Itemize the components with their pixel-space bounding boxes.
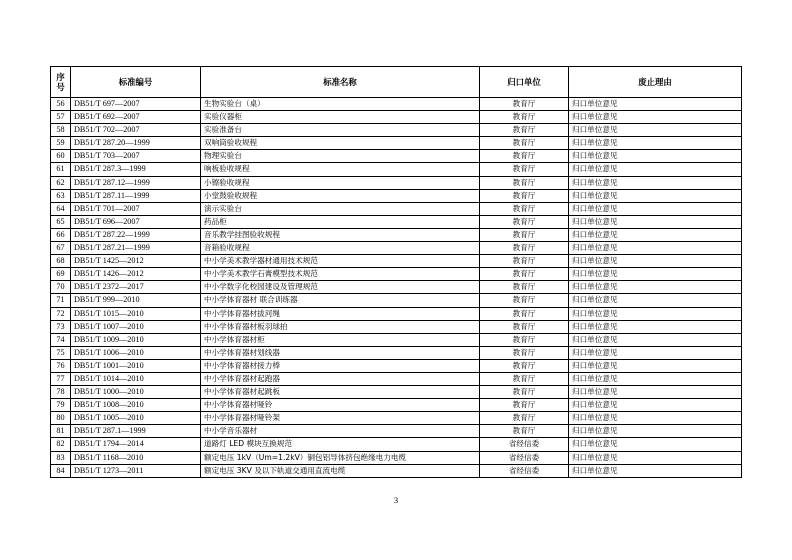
table-row <box>51 425 742 438</box>
abolish-reason-cell: 归口单位意见 <box>569 215 742 228</box>
abolish-reason-cell: 归口单位意见 <box>569 412 742 425</box>
responsible-unit-cell: 教育厅 <box>480 189 569 202</box>
page-number: 3 <box>393 495 399 505</box>
standard-name-cell: 中小学体育器材起跑器 <box>201 372 480 385</box>
table-row <box>51 176 742 189</box>
responsible-unit-cell: 教育厅 <box>480 163 569 176</box>
responsible-unit-cell: 教育厅 <box>480 425 569 438</box>
standard-name-cell: 实验仪器柜 <box>201 111 480 124</box>
standard-code-cell: DB51/T 287.3—1999 <box>71 163 201 176</box>
standard-code-cell: DB51/T 701—2007 <box>71 202 201 215</box>
standard-code-cell: DB51/T 703—2007 <box>71 150 201 163</box>
abolish-reason-cell: 归口单位意见 <box>569 202 742 215</box>
abolish-reason-cell: 归口单位意见 <box>569 307 742 320</box>
standard-name-cell: 中小学体育器材拔河绳 <box>201 307 480 320</box>
standard-name-cell: 音乐教学挂图验收规程 <box>201 228 480 241</box>
responsible-unit-cell: 教育厅 <box>480 346 569 359</box>
standard-name-cell: 音箱验收规程 <box>201 242 480 255</box>
standard-code-cell: DB51/T 2372—2017 <box>71 281 201 294</box>
serial-number-cell: 70 <box>51 281 71 294</box>
header-serial-number: 序号 <box>51 67 71 98</box>
responsible-unit-cell: 教育厅 <box>480 111 569 124</box>
standard-name-cell: 中小学体育器材哑铃架 <box>201 412 480 425</box>
table-row <box>51 399 742 412</box>
table-row <box>51 438 742 451</box>
table-header-row <box>51 67 742 98</box>
abolish-reason-cell: 归口单位意见 <box>569 333 742 346</box>
responsible-unit-cell: 省经信委 <box>480 464 569 477</box>
serial-number-cell: 56 <box>51 98 71 111</box>
standard-name-cell: 中小学音乐器材 <box>201 425 480 438</box>
abolish-reason-cell: 归口单位意见 <box>569 137 742 150</box>
serial-number-cell: 60 <box>51 150 71 163</box>
standard-code-cell: DB51/T 1794—2014 <box>71 438 201 451</box>
standard-name-cell: 物理实验台 <box>201 150 480 163</box>
abolish-reason-cell: 归口单位意见 <box>569 189 742 202</box>
table-row <box>51 412 742 425</box>
serial-number-cell: 81 <box>51 425 71 438</box>
abolish-reason-cell: 归口单位意见 <box>569 399 742 412</box>
serial-number-cell: 57 <box>51 111 71 124</box>
abolish-reason-cell: 归口单位意见 <box>569 163 742 176</box>
standard-name-cell: 中小学体育器材划线器 <box>201 346 480 359</box>
abolish-reason-cell: 归口单位意见 <box>569 372 742 385</box>
serial-number-cell: 72 <box>51 307 71 320</box>
table-row <box>51 386 742 399</box>
responsible-unit-cell: 教育厅 <box>480 281 569 294</box>
serial-number-cell: 84 <box>51 464 71 477</box>
table-row <box>51 307 742 320</box>
responsible-unit-cell: 教育厅 <box>480 176 569 189</box>
standard-name-cell: 实验准备台 <box>201 124 480 137</box>
standard-code-cell: DB51/T 287.11—1999 <box>71 189 201 202</box>
standard-code-cell: DB51/T 1006—2010 <box>71 346 201 359</box>
responsible-unit-cell: 教育厅 <box>480 359 569 372</box>
serial-number-cell: 78 <box>51 386 71 399</box>
abolish-reason-cell: 归口单位意见 <box>569 451 742 464</box>
standard-code-cell: DB51/T 1008—2010 <box>71 399 201 412</box>
standard-code-cell: DB51/T 287.20—1999 <box>71 137 201 150</box>
abolish-reason-cell: 归口单位意见 <box>569 464 742 477</box>
standards-table-container <box>50 66 742 478</box>
standard-name-cell: 生物实验台（桌） <box>201 98 480 111</box>
standard-name-cell: 中小学美术教学器材通用技术规范 <box>201 255 480 268</box>
responsible-unit-cell: 教育厅 <box>480 372 569 385</box>
table-row <box>51 189 742 202</box>
table-row <box>51 268 742 281</box>
abolish-reason-cell: 归口单位意见 <box>569 281 742 294</box>
standard-name-cell: 药品柜 <box>201 215 480 228</box>
serial-number-cell: 61 <box>51 163 71 176</box>
standard-code-cell: DB51/T 1000—2010 <box>71 386 201 399</box>
standard-name-cell: 响板验收规程 <box>201 163 480 176</box>
standard-code-cell: DB51/T 1005—2010 <box>71 412 201 425</box>
serial-number-cell: 66 <box>51 228 71 241</box>
responsible-unit-cell: 教育厅 <box>480 228 569 241</box>
standard-code-cell: DB51/T 702—2007 <box>71 124 201 137</box>
header-standard-name: 标准名称 <box>201 67 480 98</box>
standard-code-cell: DB51/T 697—2007 <box>71 98 201 111</box>
table-row <box>51 320 742 333</box>
abolish-reason-cell: 归口单位意见 <box>569 176 742 189</box>
serial-number-cell: 67 <box>51 242 71 255</box>
standard-name-cell: 道路灯 LED 模块互换规范 <box>201 438 480 451</box>
serial-number-cell: 69 <box>51 268 71 281</box>
table-row <box>51 451 742 464</box>
serial-number-cell: 64 <box>51 202 71 215</box>
standard-name-cell: 演示实验台 <box>201 202 480 215</box>
abolish-reason-cell: 归口单位意见 <box>569 150 742 163</box>
serial-number-cell: 82 <box>51 438 71 451</box>
standard-code-cell: DB51/T 287.22—1999 <box>71 228 201 241</box>
standard-name-cell: 额定电压 3KV 及以下轨道交通用直流电缆 <box>201 464 480 477</box>
standard-code-cell: DB51/T 287.12—1999 <box>71 176 201 189</box>
serial-number-cell: 73 <box>51 320 71 333</box>
standard-name-cell: 中小学体育器材起跳板 <box>201 386 480 399</box>
responsible-unit-cell: 教育厅 <box>480 412 569 425</box>
table-row <box>51 124 742 137</box>
table-row <box>51 281 742 294</box>
standard-name-cell: 中小学体育器材板羽球拍 <box>201 320 480 333</box>
responsible-unit-cell: 教育厅 <box>480 202 569 215</box>
serial-number-cell: 71 <box>51 294 71 307</box>
table-row <box>51 111 742 124</box>
standard-code-cell: DB51/T 999—2010 <box>71 294 201 307</box>
standard-name-cell: 中小学数字化校园建设及管理规范 <box>201 281 480 294</box>
serial-number-cell: 59 <box>51 137 71 150</box>
standard-name-cell: 中小学美术教学石膏模型技术规范 <box>201 268 480 281</box>
table-row <box>51 163 742 176</box>
standard-code-cell: DB51/T 1014—2010 <box>71 372 201 385</box>
serial-number-cell: 76 <box>51 359 71 372</box>
serial-number-cell: 74 <box>51 333 71 346</box>
standard-name-cell: 双响筒验收规程 <box>201 137 480 150</box>
standard-code-cell: DB51/T 287.1—1999 <box>71 425 201 438</box>
responsible-unit-cell: 教育厅 <box>480 320 569 333</box>
responsible-unit-cell: 教育厅 <box>480 268 569 281</box>
abolish-reason-cell: 归口单位意见 <box>569 294 742 307</box>
abolish-reason-cell: 归口单位意见 <box>569 255 742 268</box>
standard-code-cell: DB51/T 1001—2010 <box>71 359 201 372</box>
table-body <box>51 98 742 478</box>
table-row <box>51 372 742 385</box>
table-row <box>51 464 742 477</box>
abolished-standards-table <box>50 66 742 478</box>
serial-number-cell: 63 <box>51 189 71 202</box>
serial-number-cell: 79 <box>51 399 71 412</box>
standard-code-cell: DB51/T 1007—2010 <box>71 320 201 333</box>
table-row <box>51 255 742 268</box>
standard-code-cell: DB51/T 692—2007 <box>71 111 201 124</box>
header-standard-code: 标准编号 <box>71 67 201 98</box>
table-row <box>51 215 742 228</box>
serial-number-cell: 62 <box>51 176 71 189</box>
abolish-reason-cell: 归口单位意见 <box>569 386 742 399</box>
standard-name-cell: 额定电压 1kV（Um=1.2kV）铜包铝导体挤包绝缘电力电缆 <box>201 451 480 464</box>
standard-code-cell: DB51/T 1009—2010 <box>71 333 201 346</box>
responsible-unit-cell: 教育厅 <box>480 307 569 320</box>
responsible-unit-cell: 教育厅 <box>480 294 569 307</box>
responsible-unit-cell: 教育厅 <box>480 215 569 228</box>
standard-code-cell: DB51/T 1425—2012 <box>71 255 201 268</box>
serial-number-cell: 65 <box>51 215 71 228</box>
standard-code-cell: DB51/T 696—2007 <box>71 215 201 228</box>
abolish-reason-cell: 归口单位意见 <box>569 124 742 137</box>
table-row <box>51 150 742 163</box>
standard-name-cell: 中小学体育器材柜 <box>201 333 480 346</box>
serial-number-cell: 68 <box>51 255 71 268</box>
table-row <box>51 242 742 255</box>
abolish-reason-cell: 归口单位意见 <box>569 359 742 372</box>
responsible-unit-cell: 教育厅 <box>480 386 569 399</box>
responsible-unit-cell: 教育厅 <box>480 242 569 255</box>
serial-number-cell: 58 <box>51 124 71 137</box>
responsible-unit-cell: 教育厅 <box>480 333 569 346</box>
responsible-unit-cell: 省经信委 <box>480 451 569 464</box>
serial-number-cell: 83 <box>51 451 71 464</box>
standard-name-cell: 中小学体育器材哑铃 <box>201 399 480 412</box>
table-row <box>51 98 742 111</box>
responsible-unit-cell: 教育厅 <box>480 399 569 412</box>
abolish-reason-cell: 归口单位意见 <box>569 242 742 255</box>
standard-code-cell: DB51/T 1168—2010 <box>71 451 201 464</box>
table-row <box>51 202 742 215</box>
header-abolish-reason: 废止理由 <box>569 67 742 98</box>
responsible-unit-cell: 教育厅 <box>480 98 569 111</box>
abolish-reason-cell: 归口单位意见 <box>569 228 742 241</box>
abolish-reason-cell: 归口单位意见 <box>569 320 742 333</box>
standard-code-cell: DB51/T 1426—2012 <box>71 268 201 281</box>
standard-name-cell: 中小学体育器材 联合训练器 <box>201 294 480 307</box>
header-responsible-unit: 归口单位 <box>480 67 569 98</box>
abolish-reason-cell: 归口单位意见 <box>569 268 742 281</box>
table-row <box>51 346 742 359</box>
abolish-reason-cell: 归口单位意见 <box>569 111 742 124</box>
serial-number-cell: 77 <box>51 372 71 385</box>
serial-number-cell: 80 <box>51 412 71 425</box>
serial-number-cell: 75 <box>51 346 71 359</box>
abolish-reason-cell: 归口单位意见 <box>569 98 742 111</box>
standard-code-cell: DB51/T 1273—2011 <box>71 464 201 477</box>
table-row <box>51 333 742 346</box>
standard-code-cell: DB51/T 287.21—1999 <box>71 242 201 255</box>
table-row <box>51 228 742 241</box>
standard-name-cell: 中小学体育器材接力棒 <box>201 359 480 372</box>
standard-name-cell: 小镲验收规程 <box>201 176 480 189</box>
standard-name-cell: 小堂鼓验收规程 <box>201 189 480 202</box>
responsible-unit-cell: 教育厅 <box>480 150 569 163</box>
table-row <box>51 137 742 150</box>
standard-code-cell: DB51/T 1015—2010 <box>71 307 201 320</box>
abolish-reason-cell: 归口单位意见 <box>569 346 742 359</box>
responsible-unit-cell: 教育厅 <box>480 255 569 268</box>
responsible-unit-cell: 教育厅 <box>480 137 569 150</box>
abolish-reason-cell: 归口单位意见 <box>569 438 742 451</box>
table-row <box>51 359 742 372</box>
responsible-unit-cell: 省经信委 <box>480 438 569 451</box>
responsible-unit-cell: 教育厅 <box>480 124 569 137</box>
table-row <box>51 294 742 307</box>
abolish-reason-cell: 归口单位意见 <box>569 425 742 438</box>
